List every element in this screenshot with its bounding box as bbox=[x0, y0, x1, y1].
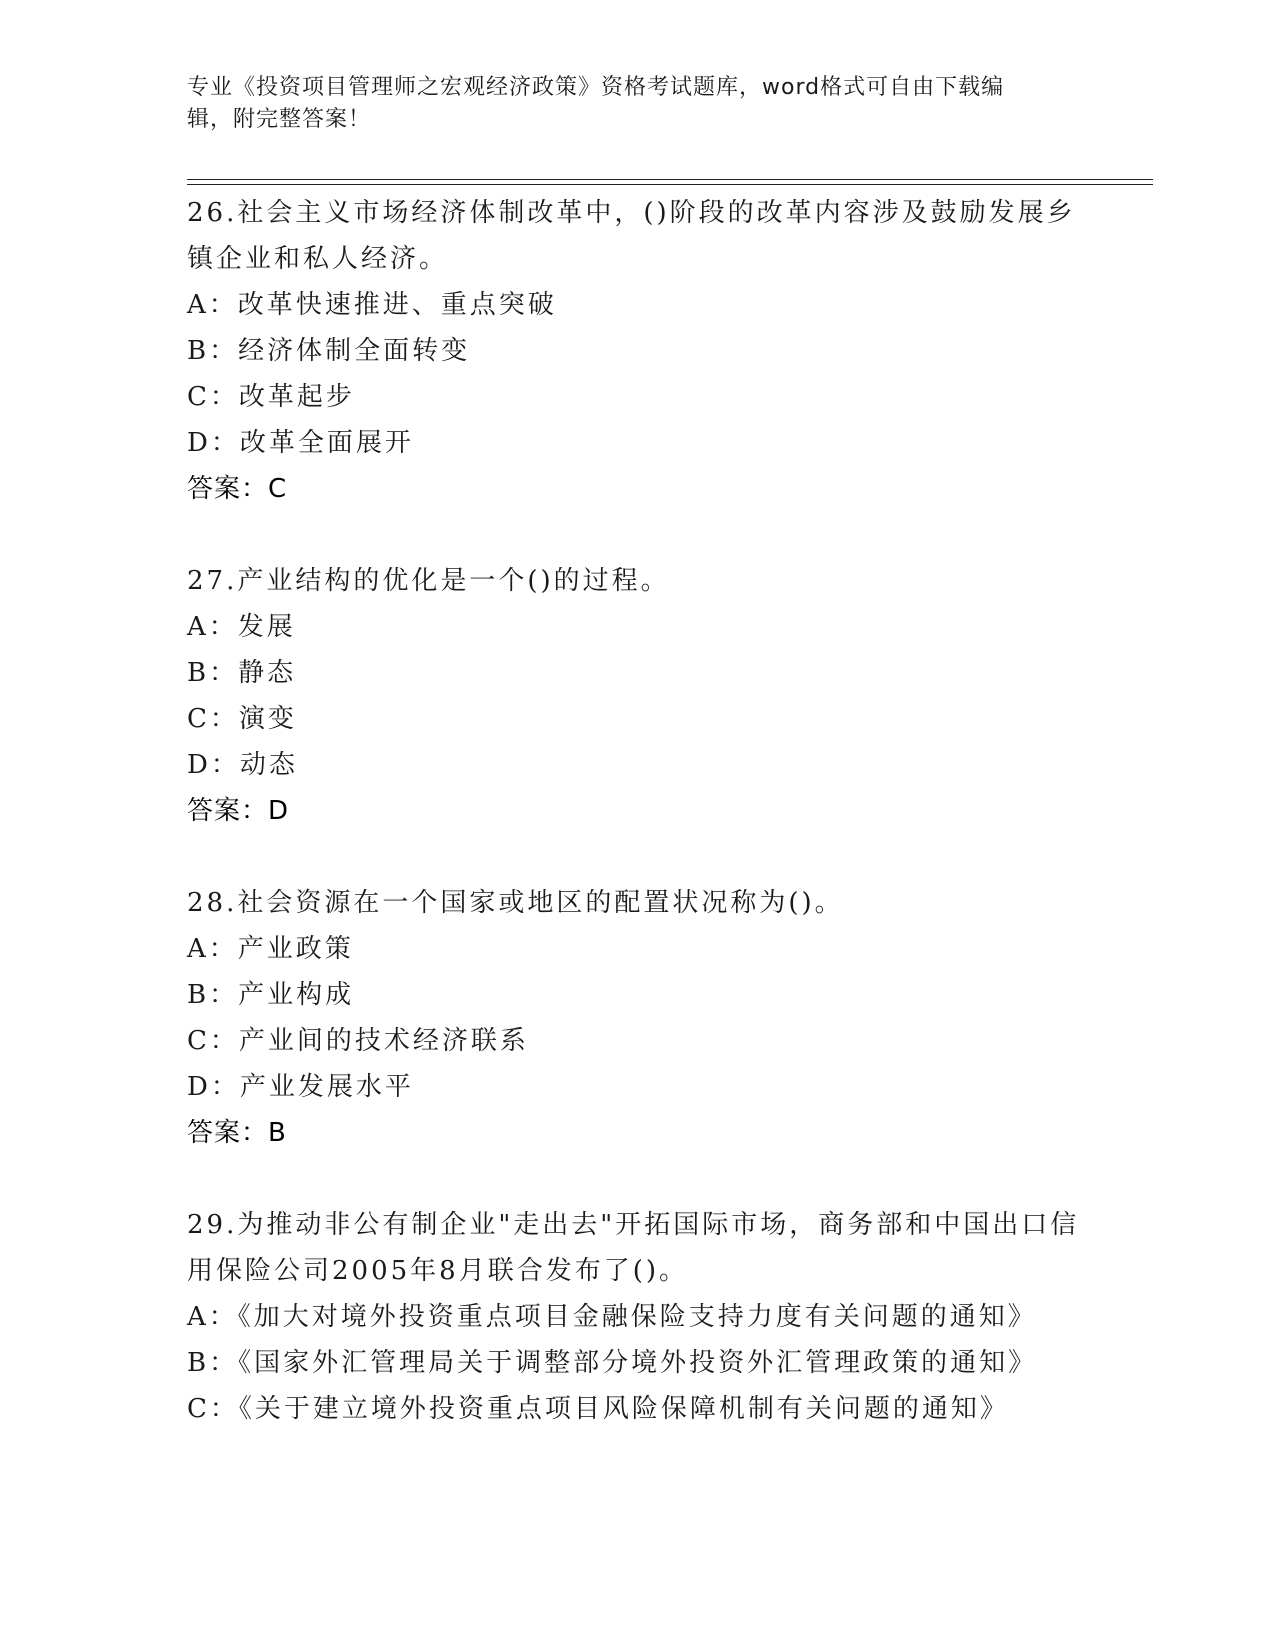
question-26 bbox=[187, 190, 1087, 512]
option-d: D：改革全面展开 bbox=[187, 428, 414, 458]
option-d: D：产业发展水平 bbox=[187, 1072, 414, 1102]
option-c: C：《关于建立境外投资重点项目风险保障机制有关问题的通知》 bbox=[187, 1394, 1009, 1424]
answer: 答案：D bbox=[187, 796, 290, 826]
answer: 答案：B bbox=[187, 1118, 287, 1148]
spacer bbox=[187, 512, 1087, 558]
option-b: B：产业构成 bbox=[187, 980, 355, 1010]
header-divider-bottom bbox=[187, 184, 1153, 185]
option-a: A：改革快速推进、重点突破 bbox=[187, 290, 557, 320]
header-line-2: 辑，附完整答案！ bbox=[187, 107, 372, 132]
question-28 bbox=[187, 880, 1087, 1156]
question-27 bbox=[187, 558, 1087, 834]
option-c: C：产业间的技术经济联系 bbox=[187, 1026, 529, 1056]
question-stem: 27.产业结构的优化是一个()的过程。 bbox=[187, 566, 670, 596]
option-c: C：演变 bbox=[187, 704, 297, 734]
option-b: B：静态 bbox=[187, 658, 297, 688]
question-29 bbox=[187, 1202, 1087, 1432]
question-stem: 镇企业和私人经济。 bbox=[187, 244, 449, 274]
question-list bbox=[187, 190, 1087, 1432]
option-a: A：产业政策 bbox=[187, 934, 354, 964]
question-stem: 29.为推动非公有制企业"走出去"开拓国际市场，商务部和中国出口信 bbox=[187, 1210, 1080, 1240]
answer: 答案：C bbox=[187, 474, 288, 504]
option-c: C：改革起步 bbox=[187, 382, 355, 412]
option-a: A：发展 bbox=[187, 612, 296, 642]
question-stem: 用保险公司2005年8月联合发布了()。 bbox=[187, 1256, 688, 1286]
option-a: A：《加大对境外投资重点项目金融保险支持力度有关问题的通知》 bbox=[187, 1302, 1037, 1332]
spacer bbox=[187, 1156, 1087, 1202]
option-b: B：经济体制全面转变 bbox=[187, 336, 471, 366]
option-b: B：《国家外汇管理局关于调整部分境外投资外汇管理政策的通知》 bbox=[187, 1348, 1038, 1378]
header-divider-top bbox=[187, 179, 1153, 180]
question-stem: 28.社会资源在一个国家或地区的配置状况称为()。 bbox=[187, 888, 844, 918]
spacer bbox=[187, 834, 1087, 880]
option-d: D：动态 bbox=[187, 750, 298, 780]
question-stem: 26.社会主义市场经济体制改革中，()阶段的改革内容涉及鼓励发展乡 bbox=[187, 198, 1076, 228]
document-header bbox=[187, 72, 1067, 136]
header-line-1: 专业《投资项目管理师之宏观经济政策》资格考试题库，word格式可自由下载编 bbox=[187, 75, 1005, 100]
